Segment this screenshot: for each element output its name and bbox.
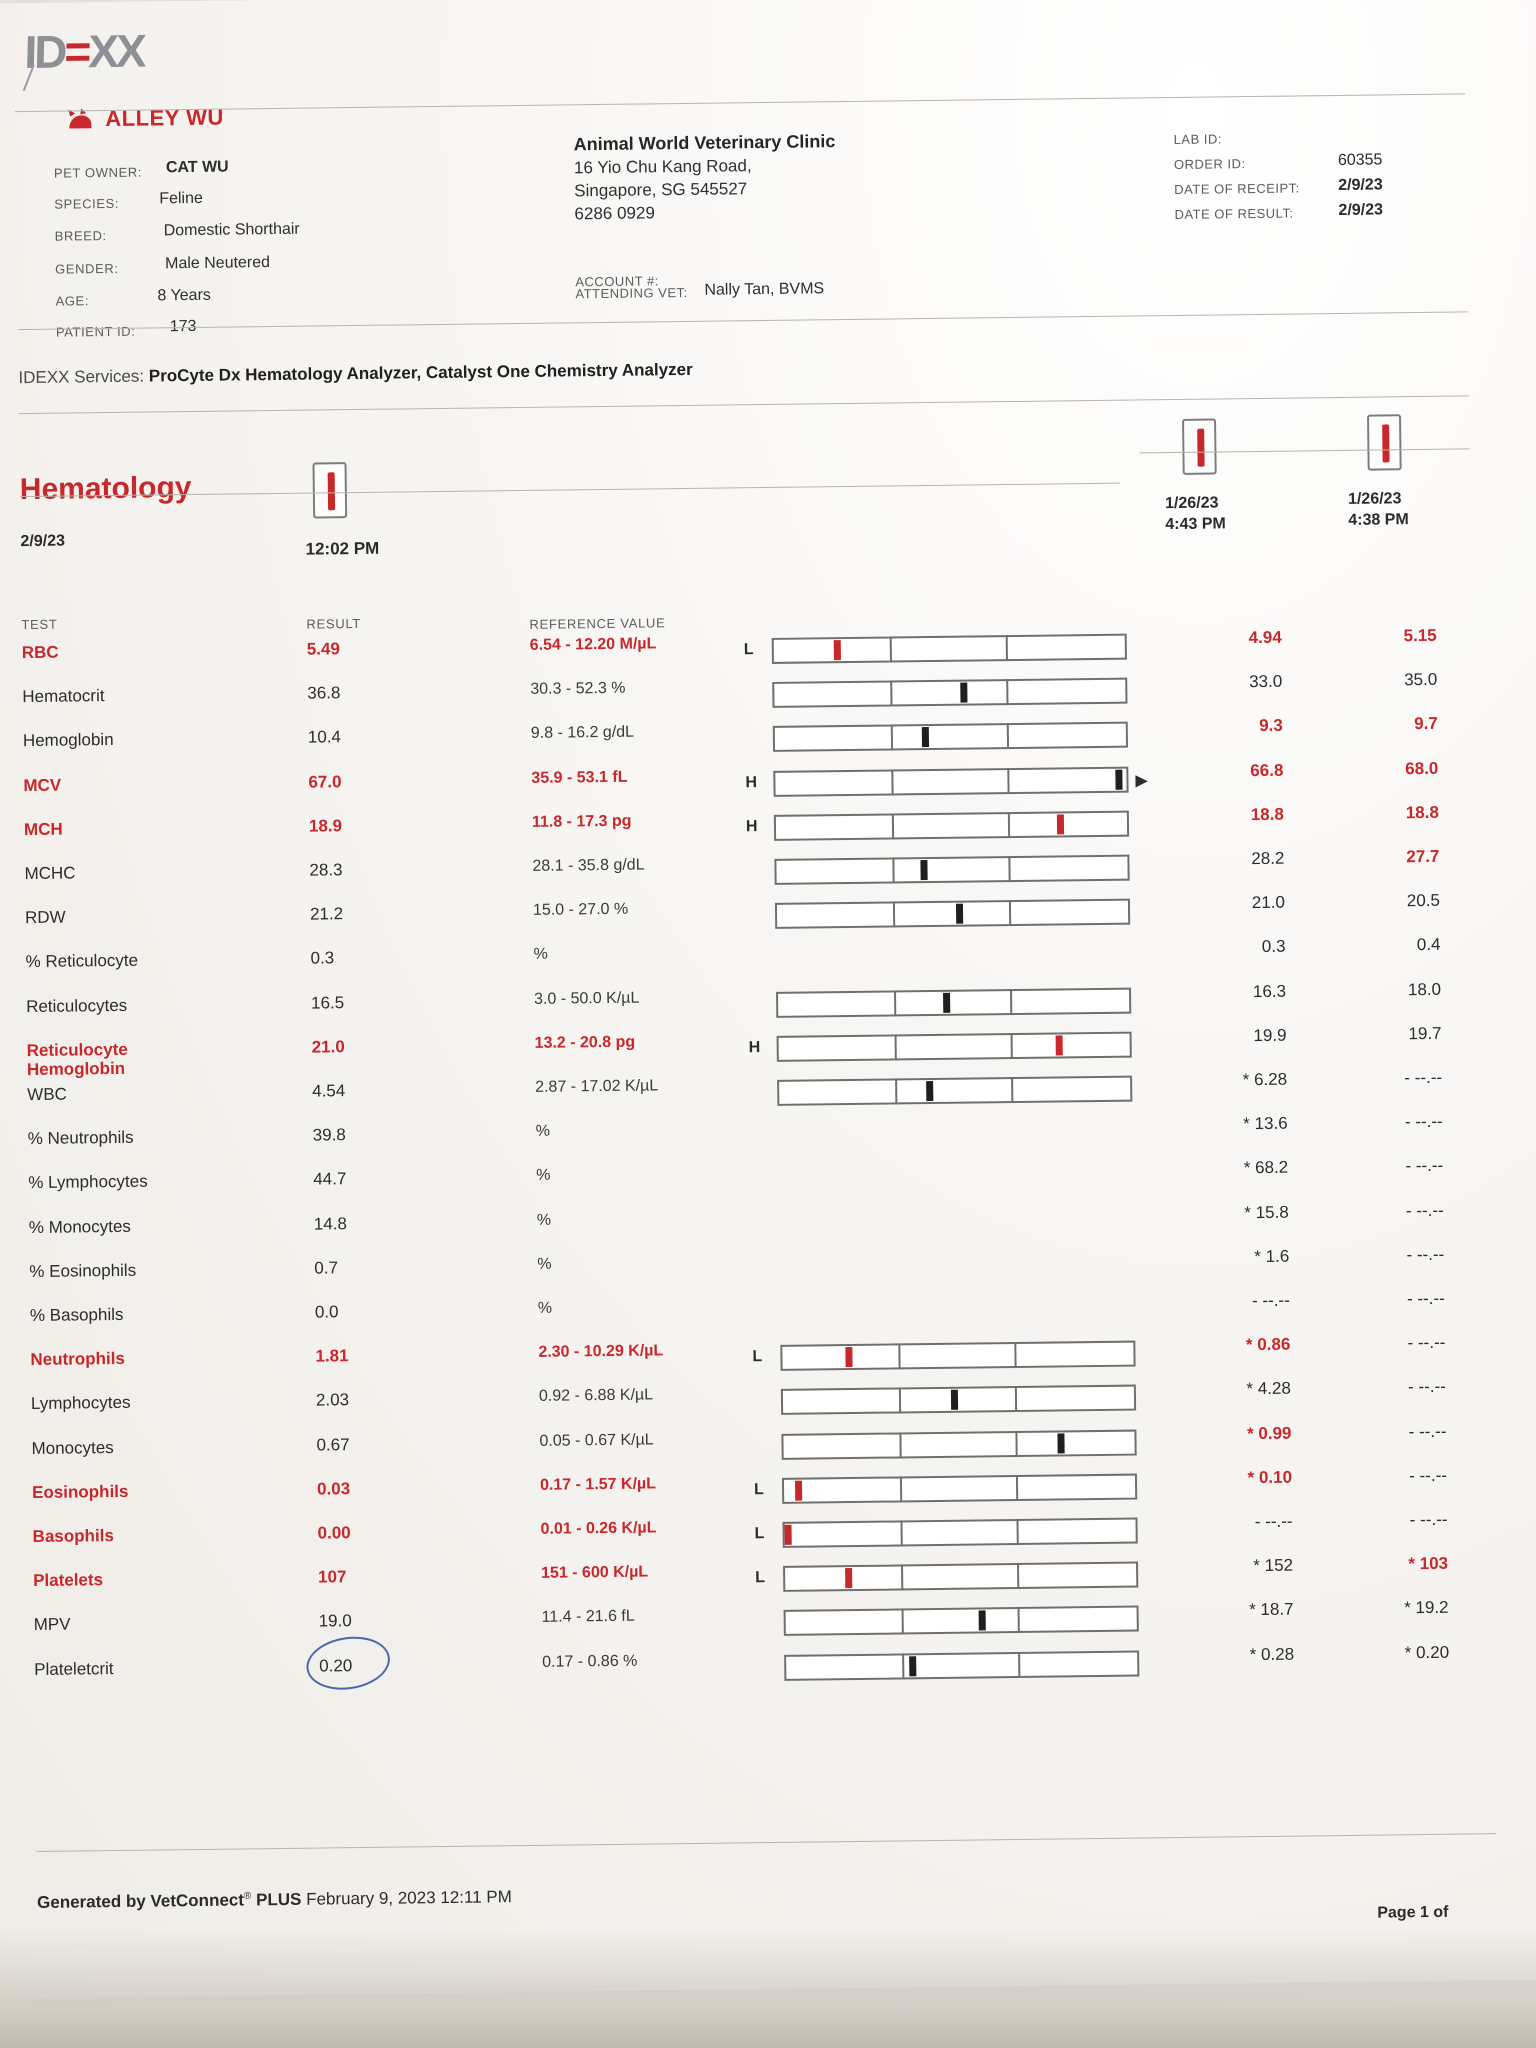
lab-label-date-result: DATE OF RESULT: — [1174, 205, 1294, 222]
prior-2-time: 4:38 PM — [1348, 510, 1409, 529]
prior-result-2: 35.0 — [1404, 670, 1438, 690]
reference-range-bar — [776, 987, 1131, 1017]
result-value: 107 — [318, 1567, 347, 1587]
result-test-name: Plateletcrit — [34, 1658, 114, 1679]
prior-result-2: 27.7 — [1406, 846, 1440, 867]
field-value-pet-owner: CAT WU — [165, 158, 229, 177]
field-value-age: 8 Years — [157, 286, 211, 305]
reference-range-bar — [781, 1429, 1136, 1459]
reference-range: % — [535, 1122, 551, 1141]
result-test-name: % Monocytes — [28, 1216, 131, 1237]
result-marker — [956, 904, 963, 924]
prior-result-2: - --.-- — [1409, 1509, 1448, 1530]
prior-result-2: 20.5 — [1406, 890, 1441, 911]
result-marker — [1056, 1035, 1063, 1055]
prior-result-1: 18.8 — [1250, 804, 1284, 824]
result-test-name: Monocytes — [31, 1437, 114, 1458]
result-value: 0.03 — [316, 1478, 351, 1499]
sample-tube-icon-current — [313, 462, 348, 518]
result-value: 14.8 — [313, 1213, 348, 1234]
result-value: 67.0 — [308, 771, 342, 792]
prior-result-2: - --.-- — [1409, 1465, 1448, 1486]
prior-result-1: * 68.2 — [1243, 1158, 1289, 1178]
prior-result-1: * 6.28 — [1242, 1069, 1288, 1090]
prior-result-2: - --.-- — [1406, 1244, 1445, 1265]
prior-1-date: 1/26/23 — [1164, 494, 1219, 513]
result-marker — [1057, 814, 1064, 834]
prior-result-2: - --.-- — [1405, 1200, 1444, 1220]
sample-tube-icon-prior-1 — [1182, 418, 1217, 474]
prior-result-2: 0.4 — [1416, 935, 1441, 955]
result-value: 4.54 — [312, 1081, 346, 1101]
reference-range: 0.05 - 0.67 K/µL — [539, 1431, 654, 1450]
prior-result-1: 33.0 — [1249, 671, 1283, 692]
clinic-block — [574, 130, 905, 224]
prior-result-2: 5.15 — [1403, 625, 1437, 646]
field-value-breed: Domestic Shorthair — [163, 220, 300, 240]
result-test-name: Hematocrit — [22, 686, 105, 707]
result-marker — [920, 860, 927, 880]
reference-range: 35.9 - 53.1 fL — [531, 768, 628, 787]
field-label-breed: BREED: — [54, 228, 107, 244]
clinic-address-line-1: 16 Yio Chu Kang Road, — [573, 156, 752, 178]
range-flag: L — [753, 1480, 764, 1499]
reference-range-bar — [773, 766, 1128, 796]
result-test-name: Hemoglobin — [22, 730, 114, 751]
result-value: 21.0 — [311, 1036, 345, 1057]
reference-range: 151 - 600 K/µL — [540, 1563, 649, 1583]
field-label-species: SPECIES: — [54, 195, 120, 212]
reference-range: 0.17 - 1.57 K/µL — [539, 1475, 657, 1494]
result-value: 28.3 — [309, 860, 343, 880]
result-value: 39.8 — [312, 1125, 346, 1145]
field-value-species: Feline — [159, 189, 203, 208]
prior-2-date: 1/26/23 — [1347, 490, 1402, 508]
prior-result-2: - --.-- — [1404, 1067, 1443, 1088]
lab-label-lab-id: LAB ID: — [1173, 131, 1223, 147]
prior-result-1: * 1.6 — [1254, 1246, 1290, 1266]
result-test-name: % Lymphocytes — [28, 1171, 148, 1193]
reference-range: 13.2 - 20.8 pg — [534, 1033, 636, 1052]
result-test-name: % Reticulocyte — [25, 951, 139, 972]
result-test-name: % Eosinophils — [29, 1260, 137, 1281]
range-flag: L — [743, 641, 754, 659]
reference-range: 28.1 - 35.8 g/dL — [532, 856, 645, 875]
divider-footer — [36, 1833, 1496, 1852]
range-flag: L — [754, 1525, 765, 1543]
reference-range-bar — [784, 1606, 1139, 1636]
prior-result-1: * 0.86 — [1245, 1334, 1291, 1355]
reference-range: 3.0 - 50.0 K/µL — [533, 989, 640, 1008]
result-value: 18.9 — [308, 816, 343, 836]
reference-range-bar — [782, 1473, 1137, 1503]
result-marker — [951, 1390, 958, 1410]
prior-result-1: 21.0 — [1251, 892, 1286, 913]
result-value: 1.81 — [315, 1346, 349, 1366]
result-test-name: Reticulocytes — [26, 995, 128, 1016]
section-title: Hematology — [19, 471, 192, 507]
column-header-reference: REFERENCE VALUE — [529, 615, 666, 632]
reference-range: 2.30 - 10.29 K/µL — [538, 1342, 664, 1362]
reference-range: 11.8 - 17.3 pg — [531, 812, 632, 831]
result-marker — [922, 727, 929, 747]
result-test-name: Neutrophils — [30, 1349, 126, 1370]
logo-text-left: ID — [23, 25, 66, 79]
reference-range-bar — [772, 634, 1127, 664]
prior-result-1: 4.94 — [1248, 627, 1282, 648]
field-label-gender: GENDER: — [55, 260, 119, 277]
prior-result-2: 19.7 — [1408, 1023, 1442, 1043]
field-value-gender: Male Neutered — [164, 254, 271, 273]
idexx-services — [18, 360, 692, 388]
range-flag: L — [755, 1569, 766, 1587]
field-label-age: AGE: — [55, 293, 90, 309]
result-value: 0.20 — [319, 1655, 353, 1676]
result-test-name: MPV — [33, 1614, 71, 1635]
result-value: 19.0 — [318, 1611, 352, 1631]
footer-datetime: February 9, 2023 12:11 PM — [306, 1887, 512, 1909]
sample-tube-icon-prior-2 — [1367, 414, 1402, 470]
result-value: 16.5 — [310, 992, 345, 1013]
result-value: 5.49 — [306, 639, 340, 659]
divider-services — [19, 395, 1469, 414]
result-test-name: MCH — [23, 819, 63, 839]
reference-range: 30.3 - 52.3 % — [530, 679, 626, 699]
reference-range: 2.87 - 17.02 K/µL — [535, 1077, 659, 1096]
reference-range-bar — [773, 722, 1128, 752]
reference-range: 6.54 - 12.20 M/µL — [529, 635, 657, 654]
reference-range: % — [537, 1255, 552, 1273]
field-label-pet-owner: PET OWNER: — [53, 164, 143, 181]
reference-range: % — [536, 1167, 551, 1185]
lab-value-date-result: 2/9/23 — [1338, 201, 1384, 219]
result-test-name: MCV — [23, 775, 62, 795]
reference-range-bar — [781, 1385, 1136, 1415]
result-value: 36.8 — [307, 683, 341, 703]
result-test-name: Lymphocytes — [30, 1393, 131, 1414]
result-marker — [960, 683, 967, 703]
logo-text-right: XX — [87, 24, 145, 78]
reference-range-bar — [774, 855, 1129, 885]
reference-range-bar — [782, 1518, 1137, 1548]
prior-result-2: * 0.20 — [1404, 1642, 1450, 1662]
result-value: 0.7 — [314, 1258, 339, 1278]
attending-vet-name: Nally Tan, BVMS — [704, 280, 825, 299]
reference-range: 15.0 - 27.0 % — [532, 900, 629, 920]
logo-dash: = — [63, 25, 89, 78]
reference-range-bar — [775, 899, 1130, 929]
lab-value-date-receipt: 2/9/23 — [1338, 176, 1383, 194]
clinic-phone: 6286 0929 — [574, 203, 655, 224]
lab-label-date-receipt: DATE OF RECEIPT: — [1174, 180, 1300, 197]
column-header-test: TEST — [21, 616, 58, 633]
divider-header — [18, 311, 1468, 330]
result-value: 0.67 — [316, 1434, 350, 1455]
prior-column-1-header — [1165, 493, 1226, 535]
prior-result-2: 9.7 — [1414, 714, 1438, 734]
reference-range: % — [533, 946, 548, 964]
clinic-name: Animal World Veterinary Clinic — [573, 131, 836, 155]
result-marker — [794, 1480, 801, 1500]
result-value: 0.3 — [310, 948, 335, 968]
field-value-patient-id: 173 — [169, 317, 197, 336]
footer-trademark: ® — [243, 1890, 252, 1902]
prior-result-1: * 4.28 — [1246, 1379, 1292, 1399]
result-marker — [943, 992, 950, 1012]
prior-result-2: 18.8 — [1405, 802, 1439, 823]
page-number: Page 1 of — [1377, 1903, 1449, 1922]
result-marker — [785, 1525, 792, 1545]
result-test-name: WBC — [27, 1084, 67, 1105]
result-test-name: Basophils — [32, 1526, 114, 1547]
prior-result-1: 16.3 — [1252, 981, 1287, 1001]
result-test-name: MCHC — [24, 863, 76, 884]
prior-result-2: 18.0 — [1407, 979, 1442, 999]
reference-range-bar — [774, 810, 1129, 840]
result-marker — [909, 1656, 916, 1676]
page-title: ALLEY WU — [105, 104, 224, 132]
result-marker — [833, 640, 840, 660]
prior-result-1: 28.2 — [1251, 848, 1285, 869]
result-test-name: % Basophils — [29, 1304, 124, 1326]
out-of-scale-arrow-icon: ▶ — [1135, 771, 1148, 790]
reference-range-bar — [784, 1650, 1139, 1680]
result-test-name: RBC — [21, 642, 59, 663]
reference-range-bar — [777, 1076, 1132, 1106]
footer-generated-by — [37, 1887, 512, 1913]
prior-result-1: * 0.10 — [1247, 1467, 1293, 1487]
prior-result-1: * 0.99 — [1246, 1423, 1292, 1443]
prior-result-1: - --.-- — [1251, 1290, 1290, 1311]
result-value: 0.00 — [317, 1523, 351, 1543]
result-marker — [1116, 769, 1123, 789]
prior-column-2-header — [1348, 489, 1409, 531]
prior-result-1: * 15.8 — [1244, 1202, 1289, 1222]
result-value: 2.03 — [315, 1390, 350, 1410]
prior-result-1: - --.-- — [1254, 1511, 1293, 1532]
prior-result-2: - --.-- — [1406, 1288, 1445, 1309]
reference-range: 0.17 - 0.86 % — [542, 1652, 638, 1671]
prior-result-1: 9.3 — [1259, 716, 1283, 736]
result-test-name: Platelets — [33, 1570, 104, 1591]
result-marker — [845, 1568, 852, 1588]
prior-result-1: 66.8 — [1250, 760, 1284, 780]
prior-result-1: 0.3 — [1261, 937, 1286, 957]
services-label: IDEXX Services: — [18, 366, 145, 388]
result-value: 21.2 — [309, 904, 344, 924]
range-flag: H — [745, 817, 758, 836]
reference-range-bar — [777, 1031, 1132, 1061]
section-date: 2/9/23 — [20, 532, 66, 551]
cat-icon — [67, 108, 93, 130]
prior-result-2: * 19.2 — [1404, 1598, 1449, 1618]
reference-range-bar — [772, 678, 1127, 708]
prior-result-1: * 0.28 — [1249, 1644, 1295, 1664]
footer-prefix: Generated by VetConnect — [36, 1890, 245, 1913]
field-label-patient-id: PATIENT ID: — [55, 323, 136, 340]
reference-range-bar — [783, 1562, 1138, 1592]
lab-value-order-id: 60355 — [1337, 151, 1383, 169]
divider-top — [15, 93, 1465, 112]
reference-range: 9.8 - 16.2 g/dL — [530, 724, 635, 743]
prior-result-1: 19.9 — [1253, 1025, 1287, 1045]
result-marker — [1057, 1433, 1064, 1453]
result-test-name: Eosinophils — [31, 1481, 129, 1502]
range-flag: L — [752, 1348, 763, 1366]
prior-result-1: * 152 — [1253, 1555, 1294, 1576]
result-marker — [846, 1347, 853, 1367]
result-marker — [979, 1611, 986, 1631]
result-test-name: Reticulocyte Hemoglobin — [26, 1039, 128, 1080]
prior-1-time: 4:43 PM — [1165, 515, 1226, 533]
column-header-result: RESULT — [306, 615, 362, 632]
result-value: 10.4 — [307, 727, 342, 748]
prior-result-2: - --.-- — [1407, 1377, 1446, 1397]
services-value: ProCyte Dx Hematology Analyzer, Catalyst One Chemistry Analyzer — [148, 359, 693, 386]
prior-result-2: - --.-- — [1404, 1111, 1443, 1132]
reference-range: % — [537, 1299, 553, 1317]
reference-range: % — [536, 1211, 552, 1229]
prior-result-2: - --.-- — [1408, 1421, 1447, 1441]
prior-result-2: * 103 — [1408, 1553, 1449, 1574]
footer-plus: PLUS — [255, 1889, 302, 1910]
prior-result-1: * 18.7 — [1249, 1600, 1294, 1620]
clinic-address-line-2: Singapore, SG 545527 — [574, 179, 748, 201]
lab-info-block — [1173, 125, 1494, 229]
result-marker — [927, 1081, 934, 1101]
result-value: 0.0 — [314, 1302, 339, 1322]
reference-range-bar — [780, 1341, 1135, 1371]
reference-range: 0.92 - 6.88 K/µL — [538, 1386, 654, 1406]
attending-vet-label: ATTENDING VET: — [575, 284, 688, 302]
prior-result-2: 68.0 — [1405, 758, 1439, 778]
section-time: 12:02 PM — [305, 538, 380, 559]
reference-range: 0.01 - 0.26 K/µL — [540, 1519, 657, 1538]
result-test-name: RDW — [24, 907, 66, 928]
reference-range: 11.4 - 21.6 fL — [541, 1608, 635, 1627]
range-flag: H — [745, 773, 758, 791]
account-label: ACCOUNT #: — [575, 273, 659, 290]
result-test-name: % Neutrophils — [27, 1127, 134, 1149]
range-flag: H — [748, 1038, 761, 1057]
lab-label-order-id: ORDER ID: — [1173, 156, 1246, 172]
prior-result-2: - --.-- — [1405, 1156, 1444, 1176]
result-value: 44.7 — [313, 1169, 347, 1189]
prior-result-1: * 13.6 — [1243, 1113, 1288, 1134]
prior-result-2: - --.-- — [1407, 1332, 1446, 1353]
